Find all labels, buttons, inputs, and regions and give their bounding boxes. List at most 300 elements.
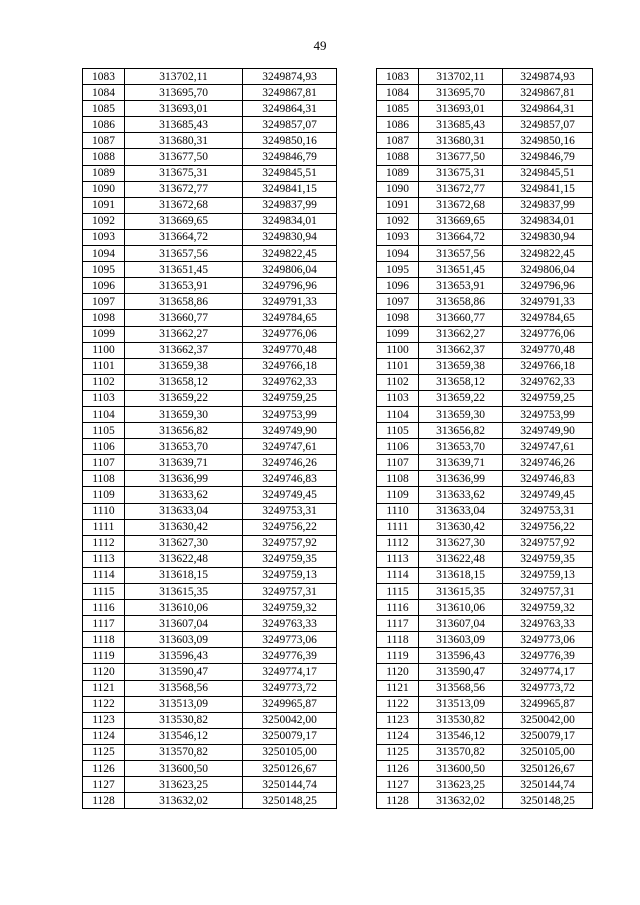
y-coordinate-cell: 3250126,67 (503, 761, 593, 777)
y-coordinate-cell: 3249864,31 (503, 101, 593, 117)
x-coordinate-cell: 313669,65 (419, 213, 503, 229)
y-coordinate-cell: 3249747,61 (243, 439, 337, 455)
point-number-cell: 1105 (377, 423, 419, 439)
x-coordinate-cell: 313546,12 (125, 728, 243, 744)
point-number-cell: 1094 (83, 246, 125, 262)
y-coordinate-cell: 3250042,00 (503, 712, 593, 728)
point-number-cell: 1127 (83, 777, 125, 793)
y-coordinate-cell: 3249763,33 (503, 616, 593, 632)
y-coordinate-cell: 3249756,22 (503, 519, 593, 535)
table-row (377, 133, 593, 149)
table-row (377, 246, 593, 262)
table-row (83, 229, 337, 245)
point-number-cell: 1085 (377, 101, 419, 117)
x-coordinate-cell: 313659,38 (125, 358, 243, 374)
x-coordinate-cell: 313570,82 (125, 744, 243, 760)
x-coordinate-cell: 313658,86 (125, 294, 243, 310)
table-row (83, 342, 337, 358)
table-row (377, 455, 593, 471)
y-coordinate-cell: 3249759,35 (503, 551, 593, 567)
x-coordinate-cell: 313615,35 (125, 584, 243, 600)
x-coordinate-cell: 313570,82 (419, 744, 503, 760)
point-number-cell: 1124 (377, 728, 419, 744)
point-number-cell: 1126 (377, 761, 419, 777)
point-number-cell: 1084 (377, 85, 419, 101)
point-number-cell: 1102 (377, 374, 419, 390)
table-row (83, 181, 337, 197)
table-row (377, 85, 593, 101)
table-row (377, 181, 593, 197)
table-row (377, 680, 593, 696)
point-number-cell: 1105 (83, 423, 125, 439)
x-coordinate-cell: 313677,50 (419, 149, 503, 165)
x-coordinate-cell: 313618,15 (419, 567, 503, 583)
table-row (377, 69, 593, 85)
x-coordinate-cell: 313664,72 (419, 229, 503, 245)
x-coordinate-cell: 313623,25 (125, 777, 243, 793)
y-coordinate-cell: 3249759,32 (243, 600, 337, 616)
x-coordinate-cell: 313685,43 (125, 117, 243, 133)
table-row (83, 117, 337, 133)
table-row (83, 600, 337, 616)
point-number-cell: 1113 (83, 551, 125, 567)
y-coordinate-cell: 3249770,48 (243, 342, 337, 358)
point-number-cell: 1086 (377, 117, 419, 133)
table-row (377, 648, 593, 664)
y-coordinate-cell: 3249773,72 (503, 680, 593, 696)
table-row (377, 728, 593, 744)
table-row (83, 455, 337, 471)
x-coordinate-cell: 313702,11 (419, 69, 503, 85)
point-number-cell: 1085 (83, 101, 125, 117)
point-number-cell: 1084 (83, 85, 125, 101)
table-row (83, 423, 337, 439)
table-row (377, 744, 593, 760)
y-coordinate-cell: 3249776,06 (243, 326, 337, 342)
table-row (377, 294, 593, 310)
x-coordinate-cell: 313590,47 (125, 664, 243, 680)
point-number-cell: 1120 (377, 664, 419, 680)
x-coordinate-cell: 313623,25 (419, 777, 503, 793)
x-coordinate-cell: 313607,04 (419, 616, 503, 632)
point-number-cell: 1109 (83, 487, 125, 503)
table-row (377, 535, 593, 551)
table-row (377, 262, 593, 278)
x-coordinate-cell: 313653,91 (419, 278, 503, 294)
point-number-cell: 1120 (83, 664, 125, 680)
point-number-cell: 1123 (83, 712, 125, 728)
x-coordinate-cell: 313627,30 (125, 535, 243, 551)
x-coordinate-cell: 313633,62 (125, 487, 243, 503)
y-coordinate-cell: 3249759,13 (503, 567, 593, 583)
y-coordinate-cell: 3249867,81 (243, 85, 337, 101)
table-row (377, 584, 593, 600)
x-coordinate-cell: 313639,71 (419, 455, 503, 471)
y-coordinate-cell: 3249753,99 (243, 406, 337, 422)
y-coordinate-cell: 3249757,31 (243, 584, 337, 600)
y-coordinate-cell: 3249837,99 (243, 197, 337, 213)
table-row (377, 197, 593, 213)
y-coordinate-cell: 3249756,22 (243, 519, 337, 535)
table-row (83, 374, 337, 390)
x-coordinate-cell: 313662,37 (125, 342, 243, 358)
table-row (377, 149, 593, 165)
point-number-cell: 1124 (83, 728, 125, 744)
table-row (83, 519, 337, 535)
y-coordinate-cell: 3249763,33 (243, 616, 337, 632)
x-coordinate-cell: 313630,42 (419, 519, 503, 535)
point-number-cell: 1100 (83, 342, 125, 358)
x-coordinate-cell: 313568,56 (125, 680, 243, 696)
y-coordinate-cell: 3249965,87 (503, 696, 593, 712)
table-row (83, 213, 337, 229)
x-coordinate-cell: 313600,50 (419, 761, 503, 777)
point-number-cell: 1125 (377, 744, 419, 760)
x-coordinate-cell: 313659,22 (419, 390, 503, 406)
x-coordinate-cell: 313530,82 (419, 712, 503, 728)
table-row (377, 696, 593, 712)
y-coordinate-cell: 3249841,15 (243, 181, 337, 197)
point-number-cell: 1125 (83, 744, 125, 760)
table-row (83, 406, 337, 422)
table-row (377, 664, 593, 680)
point-number-cell: 1104 (377, 406, 419, 422)
y-coordinate-cell: 3249759,25 (503, 390, 593, 406)
x-coordinate-cell: 313651,45 (419, 262, 503, 278)
table-row (377, 213, 593, 229)
y-coordinate-cell: 3249759,35 (243, 551, 337, 567)
table-row (83, 632, 337, 648)
y-coordinate-cell: 3250079,17 (503, 728, 593, 744)
x-coordinate-cell: 313658,86 (419, 294, 503, 310)
point-number-cell: 1101 (83, 358, 125, 374)
x-coordinate-cell: 313659,38 (419, 358, 503, 374)
point-number-cell: 1117 (377, 616, 419, 632)
table-row (377, 358, 593, 374)
point-number-cell: 1112 (377, 535, 419, 551)
x-coordinate-cell: 313633,62 (419, 487, 503, 503)
point-number-cell: 1101 (377, 358, 419, 374)
point-number-cell: 1108 (377, 471, 419, 487)
point-number-cell: 1118 (83, 632, 125, 648)
point-number-cell: 1126 (83, 761, 125, 777)
x-coordinate-cell: 313596,43 (125, 648, 243, 664)
table-row (83, 503, 337, 519)
y-coordinate-cell: 3249822,45 (503, 246, 593, 262)
x-coordinate-cell: 313630,42 (125, 519, 243, 535)
point-number-cell: 1104 (83, 406, 125, 422)
y-coordinate-cell: 3249845,51 (503, 165, 593, 181)
point-number-cell: 1118 (377, 632, 419, 648)
point-number-cell: 1093 (377, 229, 419, 245)
point-number-cell: 1121 (377, 680, 419, 696)
x-coordinate-cell: 313513,09 (419, 696, 503, 712)
x-coordinate-cell: 313590,47 (419, 664, 503, 680)
point-number-cell: 1097 (83, 294, 125, 310)
point-number-cell: 1121 (83, 680, 125, 696)
table-row (377, 777, 593, 793)
point-number-cell: 1106 (377, 439, 419, 455)
x-coordinate-cell: 313653,91 (125, 278, 243, 294)
point-number-cell: 1128 (83, 793, 125, 809)
y-coordinate-cell: 3249773,06 (243, 632, 337, 648)
point-number-cell: 1111 (377, 519, 419, 535)
table-row (83, 197, 337, 213)
point-number-cell: 1089 (83, 165, 125, 181)
y-coordinate-cell: 3249774,17 (243, 664, 337, 680)
y-coordinate-cell: 3249749,45 (243, 487, 337, 503)
table-row (377, 117, 593, 133)
x-coordinate-cell: 313662,27 (125, 326, 243, 342)
table-row (83, 648, 337, 664)
y-coordinate-cell: 3249746,26 (243, 455, 337, 471)
point-number-cell: 1122 (377, 696, 419, 712)
y-coordinate-cell: 3249753,31 (503, 503, 593, 519)
point-number-cell: 1108 (83, 471, 125, 487)
point-number-cell: 1098 (83, 310, 125, 326)
table-row (377, 165, 593, 181)
y-coordinate-cell: 3249796,96 (243, 278, 337, 294)
point-number-cell: 1093 (83, 229, 125, 245)
point-number-cell: 1113 (377, 551, 419, 567)
x-coordinate-cell: 313695,70 (125, 85, 243, 101)
y-coordinate-cell: 3249857,07 (243, 117, 337, 133)
table-row (377, 326, 593, 342)
y-coordinate-cell: 3249746,83 (503, 471, 593, 487)
y-coordinate-cell: 3249965,87 (243, 696, 337, 712)
x-coordinate-cell: 313685,43 (419, 117, 503, 133)
x-coordinate-cell: 313656,82 (125, 423, 243, 439)
table-row (377, 487, 593, 503)
point-number-cell: 1092 (377, 213, 419, 229)
y-coordinate-cell: 3249747,61 (503, 439, 593, 455)
point-number-cell: 1096 (377, 278, 419, 294)
y-coordinate-cell: 3249784,65 (503, 310, 593, 326)
point-number-cell: 1088 (83, 149, 125, 165)
point-number-cell: 1091 (83, 197, 125, 213)
table-row (83, 246, 337, 262)
y-coordinate-cell: 3249749,90 (503, 423, 593, 439)
x-coordinate-cell: 313627,30 (419, 535, 503, 551)
table-row (83, 471, 337, 487)
y-coordinate-cell: 3250105,00 (243, 744, 337, 760)
table-row (377, 712, 593, 728)
x-coordinate-cell: 313702,11 (125, 69, 243, 85)
y-coordinate-cell: 3249766,18 (503, 358, 593, 374)
x-coordinate-cell: 313680,31 (125, 133, 243, 149)
x-coordinate-cell: 313633,04 (419, 503, 503, 519)
x-coordinate-cell: 313618,15 (125, 567, 243, 583)
x-coordinate-cell: 313632,02 (125, 793, 243, 809)
y-coordinate-cell: 3249867,81 (503, 85, 593, 101)
point-number-cell: 1109 (377, 487, 419, 503)
table-row (377, 503, 593, 519)
x-coordinate-cell: 313615,35 (419, 584, 503, 600)
point-number-cell: 1106 (83, 439, 125, 455)
y-coordinate-cell: 3249791,33 (243, 294, 337, 310)
y-coordinate-cell: 3249857,07 (503, 117, 593, 133)
y-coordinate-cell: 3249762,33 (243, 374, 337, 390)
coordinates-table-right (376, 68, 593, 809)
table-row (83, 584, 337, 600)
page-number: 49 (313, 38, 327, 53)
y-coordinate-cell: 3249776,06 (503, 326, 593, 342)
x-coordinate-cell: 313675,31 (125, 165, 243, 181)
y-coordinate-cell: 3249874,93 (243, 69, 337, 85)
y-coordinate-cell: 3250148,25 (243, 793, 337, 809)
point-number-cell: 1100 (377, 342, 419, 358)
table-row (83, 165, 337, 181)
y-coordinate-cell: 3249846,79 (503, 149, 593, 165)
x-coordinate-cell: 313513,09 (125, 696, 243, 712)
y-coordinate-cell: 3249830,94 (243, 229, 337, 245)
table-row (377, 761, 593, 777)
table-row (83, 680, 337, 696)
y-coordinate-cell: 3249791,33 (503, 294, 593, 310)
y-coordinate-cell: 3250105,00 (503, 744, 593, 760)
point-number-cell: 1089 (377, 165, 419, 181)
x-coordinate-cell: 313659,22 (125, 390, 243, 406)
y-coordinate-cell: 3249757,92 (243, 535, 337, 551)
x-coordinate-cell: 313658,12 (419, 374, 503, 390)
x-coordinate-cell: 313656,82 (419, 423, 503, 439)
table-row (83, 310, 337, 326)
x-coordinate-cell: 313600,50 (125, 761, 243, 777)
point-number-cell: 1119 (377, 648, 419, 664)
table-row (83, 262, 337, 278)
coordinates-table-left (82, 68, 337, 809)
table-row (83, 85, 337, 101)
table-row (377, 423, 593, 439)
y-coordinate-cell: 3249757,31 (503, 584, 593, 600)
table-row (377, 439, 593, 455)
point-number-cell: 1115 (377, 584, 419, 600)
table-row (83, 664, 337, 680)
table-row (83, 616, 337, 632)
table-row (377, 390, 593, 406)
y-coordinate-cell: 3249806,04 (243, 262, 337, 278)
x-coordinate-cell: 313657,56 (419, 246, 503, 262)
x-coordinate-cell: 313633,04 (125, 503, 243, 519)
table-row (83, 326, 337, 342)
table-row (83, 712, 337, 728)
x-coordinate-cell: 313664,72 (125, 229, 243, 245)
x-coordinate-cell: 313672,77 (419, 181, 503, 197)
table-row (377, 616, 593, 632)
y-coordinate-cell: 3249864,31 (243, 101, 337, 117)
point-number-cell: 1112 (83, 535, 125, 551)
y-coordinate-cell: 3249834,01 (243, 213, 337, 229)
y-coordinate-cell: 3249762,33 (503, 374, 593, 390)
y-coordinate-cell: 3249773,72 (243, 680, 337, 696)
point-number-cell: 1099 (377, 326, 419, 342)
point-number-cell: 1083 (377, 69, 419, 85)
point-number-cell: 1107 (83, 455, 125, 471)
y-coordinate-cell: 3249749,90 (243, 423, 337, 439)
point-number-cell: 1102 (83, 374, 125, 390)
table-row (377, 600, 593, 616)
table-row (377, 374, 593, 390)
x-coordinate-cell: 313669,65 (125, 213, 243, 229)
y-coordinate-cell: 3249796,96 (503, 278, 593, 294)
table-row (83, 439, 337, 455)
y-coordinate-cell: 3249749,45 (503, 487, 593, 503)
y-coordinate-cell: 3249766,18 (243, 358, 337, 374)
table-row (83, 69, 337, 85)
y-coordinate-cell: 3249850,16 (243, 133, 337, 149)
point-number-cell: 1087 (83, 133, 125, 149)
y-coordinate-cell: 3249822,45 (243, 246, 337, 262)
table-row (83, 149, 337, 165)
x-coordinate-cell: 313675,31 (419, 165, 503, 181)
table-row (377, 101, 593, 117)
y-coordinate-cell: 3249776,39 (503, 648, 593, 664)
y-coordinate-cell: 3250144,74 (243, 777, 337, 793)
y-coordinate-cell: 3249757,92 (503, 535, 593, 551)
point-number-cell: 1095 (377, 262, 419, 278)
point-number-cell: 1116 (83, 600, 125, 616)
point-number-cell: 1103 (83, 390, 125, 406)
table-row (377, 342, 593, 358)
point-number-cell: 1092 (83, 213, 125, 229)
point-number-cell: 1090 (83, 181, 125, 197)
x-coordinate-cell: 313622,48 (419, 551, 503, 567)
x-coordinate-cell: 313660,77 (419, 310, 503, 326)
table-row (377, 310, 593, 326)
x-coordinate-cell: 313659,30 (419, 406, 503, 422)
x-coordinate-cell: 313677,50 (125, 149, 243, 165)
point-number-cell: 1119 (83, 648, 125, 664)
point-number-cell: 1110 (83, 503, 125, 519)
table-row (83, 728, 337, 744)
x-coordinate-cell: 313596,43 (419, 648, 503, 664)
y-coordinate-cell: 3250079,17 (243, 728, 337, 744)
point-number-cell: 1103 (377, 390, 419, 406)
x-coordinate-cell: 313662,37 (419, 342, 503, 358)
x-coordinate-cell: 313653,70 (419, 439, 503, 455)
table-row (377, 567, 593, 583)
y-coordinate-cell: 3249776,39 (243, 648, 337, 664)
x-coordinate-cell: 313610,06 (419, 600, 503, 616)
table-row (83, 133, 337, 149)
y-coordinate-cell: 3250042,00 (243, 712, 337, 728)
y-coordinate-cell: 3249759,25 (243, 390, 337, 406)
x-coordinate-cell: 313693,01 (419, 101, 503, 117)
point-number-cell: 1110 (377, 503, 419, 519)
point-number-cell: 1114 (83, 567, 125, 583)
x-coordinate-cell: 313695,70 (419, 85, 503, 101)
table-row (377, 229, 593, 245)
x-coordinate-cell: 313657,56 (125, 246, 243, 262)
table-row (377, 278, 593, 294)
x-coordinate-cell: 313659,30 (125, 406, 243, 422)
point-number-cell: 1083 (83, 69, 125, 85)
y-coordinate-cell: 3249841,15 (503, 181, 593, 197)
table-row (377, 471, 593, 487)
y-coordinate-cell: 3250144,74 (503, 777, 593, 793)
x-coordinate-cell: 313530,82 (125, 712, 243, 728)
x-coordinate-cell: 313680,31 (419, 133, 503, 149)
table-row (377, 519, 593, 535)
y-coordinate-cell: 3249759,32 (503, 600, 593, 616)
table-row (83, 294, 337, 310)
point-number-cell: 1091 (377, 197, 419, 213)
point-number-cell: 1098 (377, 310, 419, 326)
point-number-cell: 1114 (377, 567, 419, 583)
point-number-cell: 1128 (377, 793, 419, 809)
x-coordinate-cell: 313651,45 (125, 262, 243, 278)
table-row (377, 793, 593, 809)
